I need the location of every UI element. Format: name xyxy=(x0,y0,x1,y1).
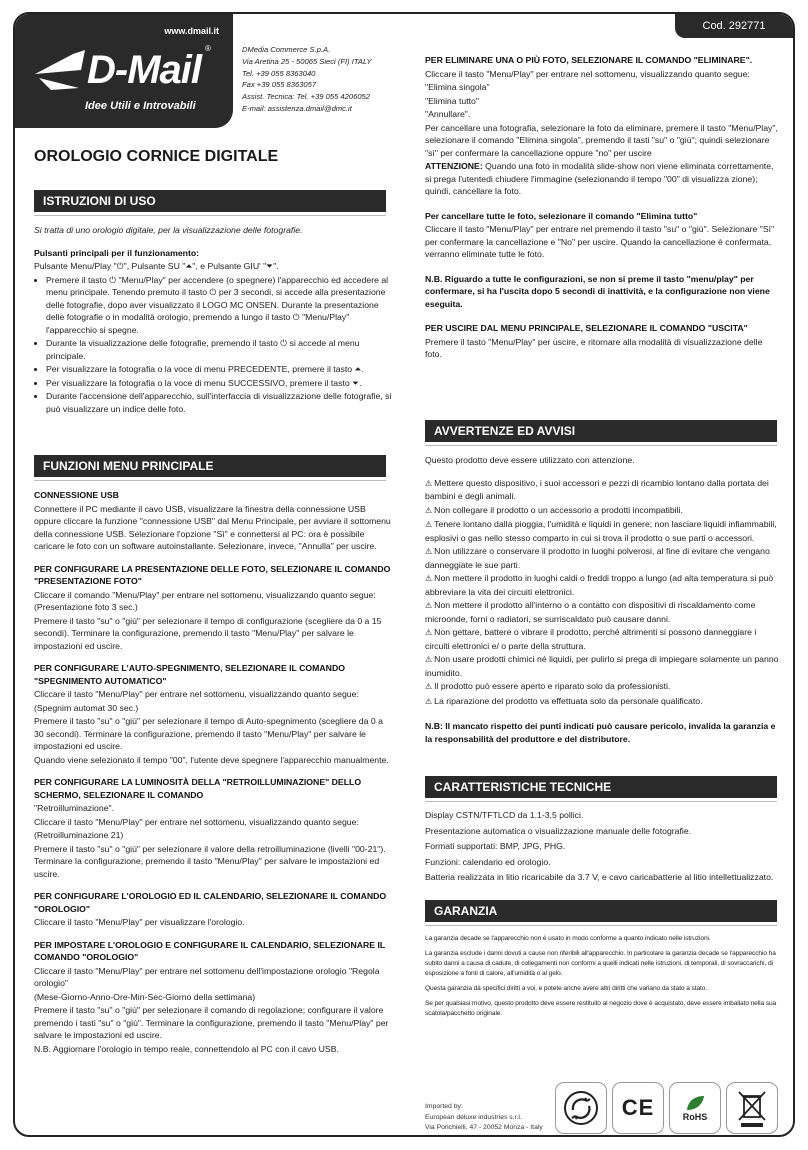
recycle-badge xyxy=(555,1082,607,1134)
list-item: • Per visualizzare la fotografia o la voce di menu SUCCESSIVO, premere il tasto ⏷. xyxy=(46,377,394,390)
warning-icon: ⚠ xyxy=(425,655,433,664)
istruzioni-body: Si tratta di uno orologio digitale, per la visualizzazione delle fotografie. Pulsanti principali per il funzionamento: Pulsante Menu/Play "⏻", Pulsante SU "⏶", e Pulsante GIU' "⏷". • Premere il tasto ⏻ "Menu/Play" per accendere (o spegnere) l'apparecchio ed accedere al menu principale. Tenendo premuto il tasto ⏻ per 3 secondi, si accede alla presentazione delle fotografie, dopo aver visualizzato il LOGO MC ONSEN. Durante la presentazione delle fotografie o in modalità orologio, premendo a lungo il tasto ⏻ "Menu/Play" l'apparecchio si spegne. • Durante la visualizzazione delle fotografie, premendo il tasto ⏻ si accede al menu principale. • Per visualizzare la fotografia o la voce di menu PRECEDENTE, premere il tasto ⏶. • Per visualizzare la fotografia o la voce di menu SUCCESSIVO, premere il tasto ⏷. • Durante l'accensione dell'apparecchio, sull'interfaccia di visualizzazione delle fotografie, si può visualizzare un indice delle foto. xyxy=(34,224,394,416)
list-item: ⚠ Non utilizzare o conservare il prodotto in luoghi polverosi, al fine di evitare che vengano danneggiate le sue parti. xyxy=(425,546,770,570)
list-item: • Durante la visualizzazione delle fotografie, premendo il tasto ⏻ si accede al menu principale. xyxy=(46,337,394,362)
product-code: Cod. 292771 xyxy=(675,14,793,38)
list-item: • Durante l'accensione dell'apparecchio, sull'interfaccia di visualizzazione delle fotografie, si può visualizzare un indice delle foto. xyxy=(46,390,394,415)
list-item: ⚠ Tenere lontano dalla pioggia, l'umidità e liquidi in genere; non lasciare liquidi infiammabili, esplosivi o gas nello stesso comparto in cui si trova il prodotto o sue parti o accessori. xyxy=(425,519,777,543)
logo-block xyxy=(15,14,233,128)
list-item: ⚠ Non mettere il prodotto in luoghi caldi o freddi troppo a lungo (ad alta temperatura si può abbreviare la vita dei circuiti elettronici. xyxy=(425,573,774,597)
list-item: ⚠ Non usare prodotti chimici né liquidi, per pulirlo si prega di impiegare solamente un panno inumidito. xyxy=(425,654,779,678)
eliminare-body: PER ELIMINARE UNA O PIÙ FOTO, SELEZIONARE IL COMANDO "ELIMINARE". Cliccare il tasto "Menu/Play" per entrare nel sottomenu, visualizzando quanto segue: "Elimina singola" "Elimina tutto" "Annullare". Per cancellare una fotografia, selezionare la foto da eliminare, premere il tasto "Menu/Play", selezionare il comando "Elimina singola", premendo il tasti "su" o "giù"; quindi selezionare "sì" per confermare la cancellazione oppure "no" per uscire ATTENZIONE: Quando una foto in modalità slide-show non viene eliminata correttamente, si prega l'utentedi chiudere l'immagine (selezionando il tempo "00" di visualizza zione); quindi, cancellare la foto. Per cancellare tutte le foto, selezionare il comando "Elimina tutto" Cliccare il tasto "Menu/Play" per entrare nel premendo il tasto "su" o "giù". Selezionare "Sì" per confermare la cancellazione e "No" per uscire. Quando la cancellazione è confermata, verranno eliminate tutte le foto. N.B. Riguardo a tutte le configurazioni, se non si preme il tasto "menu/play" per confermare, si ha l'uscita dopo 5 secondi di inattività, e la configurazione non viene eseguita. PER USCIRE DAL MENU PRINCIPALE, SELEZIONARE IL COMANDO "USCITA" Premere il tasto "Menu/Play" per uscire, e ritornare alla modalità di visualizzazione delle foto. xyxy=(425,55,778,359)
warning-icon: ⚠ xyxy=(425,682,433,691)
warning-icon: ⚠ xyxy=(425,547,433,556)
section-istruzioni-heading: ISTRUZIONI DI USO xyxy=(34,190,386,212)
logo-registered: ® xyxy=(205,44,211,53)
list-item: Formati supportati: BMP, JPG, PHG. xyxy=(425,841,566,851)
list-item: ⚠ La riparazione del prodotto va effettuata solo da personale qualificato. xyxy=(425,695,780,709)
leaf-icon xyxy=(684,1094,706,1112)
recycle-icon xyxy=(563,1090,599,1126)
list-item: • Per visualizzare la fotografia o la voce di menu PRECEDENTE, premere il tasto ⏶. xyxy=(46,363,394,376)
istruzioni-bullets xyxy=(34,274,394,416)
section-caratteristiche-heading: CARATTERISTICHE TECNICHE xyxy=(425,776,777,798)
page-frame xyxy=(13,12,795,1137)
logo-website: www.dmail.it xyxy=(164,26,219,36)
warning-icon: ⚠ xyxy=(425,601,433,610)
weee-badge xyxy=(726,1082,778,1134)
warning-icon: ⚠ xyxy=(425,574,433,583)
garanzia-body: La garanzia decade se l'apparecchio non è usato in modo conforme a quanto indicato nelle istruzioni. La garanzia esclude i danni dovuti a cause non riferibili all'apparecchio. In particolare la garanzia decade se l'apparecchio ha subito danni a causa di cadute, di collegamenti non conformi a quelli indicati nelle istruzioni, di temporali, di sovraccarichi, di esposizione a fonti di calore, all'umidità o al gelo. Questa garanzia dà specifici diritti a voi, e potete anche avere altri diritti che variano da stato a stato. Se per qualsiasi motivo, questo prodotto deve essere restituito al negozio dove è acquistato, deve essere imballato nella sua scatola/pacchetto originale. xyxy=(425,935,777,1017)
crossed-bin-icon xyxy=(735,1088,769,1128)
rohs-badge xyxy=(669,1082,721,1134)
page-title: OROLOGIO CORNICE DIGITALE xyxy=(34,148,279,165)
section-garanzia-heading: GARANZIA xyxy=(425,900,777,922)
funzioni-body: CONNESSIONE USB Connettere il PC mediante il cavo USB, visualizzare la finestra della connessione USB oppure cliccare la funzione "connessione USB" dal Menu Principale, per avviare il sottomenu della connessione USB. Selezionare l'opzione "Sì" e connettersi al PC: ora è possibile caricare le foto con un software autoinstallante. Selezionare, invece, "Annulla" per uscire. PER CONFIGURARE LA PRESENTAZIONE DELLE FOTO, SELEZIONARE IL COMANDO "PRESENTAZIONE FOTO" Cliccare il comando "Menu/Play" per entrare nel sottomenu, visualizzando quanto segue: (Presentazione foto 3 sec.) Premere il tasto "su" o "giù" per selezionare il tempo di configurazione (scegliere da 0 a 15 secondi). Terminare la configurazione, premendo il tasto "Menu/Play" per salvare le impostazioni ed uscire. PER CONFIGURARE L'AUTO-SPEGNIMENTO, SELEZIONARE IL COMANDO "SPEGNIMENTO AUTOMATICO" Cliccare il tasto "Menu/Play" per entrare nel sottomenu, visualizzando quanto segue: (Spegnim automat 30 sec.) Premere il tasto "su" o "giù" per selezionare il tempo di Auto-spegnimento (scegliere da 0 a 30 secondi). Terminare la configurazione, premendo il tasto "Menu/Play" per salvare le impostazioni ed uscire. Quando viene selezionato il tempo "00", l'utente deve spegnere l'apparecchio manualmente. PER CONFIGURARE LA LUMINOSITÀ DELLA "RETROILLUMINAZIONE" DELLO SCHERMO, SELEZIONARE IL COMANDO "Retroilluminazione". Cliccare il tasto "Menu/Play" per entrare nel sottomenu, visualizzando quanto segue: (Retroilluminazione 21) Premere il tasto "su" o "giù" per selezionare il valore della retroilluminazione (livelli "00-21"). Terminare la configurazione, premendo il tasto "Menu/Play" per salvare le impostazioni ed uscire. PER CONFIGURARE L'OROLOGIO ED IL CALENDARIO, SELEZIONARE IL COMANDO "OROLOGIO" Cliccare il tasto "Menu/Play" per visualizzare l'orologio. PER IMPOSTARE L'OROLOGIO E CONFIGURARE IL CALENDARIO, SELEZIONARE IL COMANDO "OROLOGIO" Cliccare il tasto "Menu/Play" per entrare nel sottomenu dell'impostazione orologio "Regola orologio" (Mese-Giorno-Anno-Ore-Min-Sec-Giorno della settimana) Premere il tasto "su" o "giù" per selezionare il comando di regolazione; configurare il valore premendo i tasti "su" o "giù". Terminare la configurazione, premendo il tasto "Menu/Play" per salvare le impostazioni ed uscire. N.B. Aggiornare l'orologio in tempo reale, connettendolo al PC con il cavo USB. xyxy=(34,490,391,1054)
list-item: Funzioni: calendario ed orologio. xyxy=(425,856,551,867)
list-item: Display CSTN/TFTLCD da 1.1-3,5 pollici. xyxy=(425,810,584,820)
warning-icon: ⚠ xyxy=(425,520,433,529)
list-item: ⚠ Non collegare il prodotto o un accessorio a prodotti incompatibili. xyxy=(425,504,780,518)
ce-mark-icon: CE xyxy=(621,1095,655,1120)
caratteristiche-body xyxy=(425,808,785,886)
list-item: • Premere il tasto ⏻ "Menu/Play" per accendere (o spegnere) l'apparecchio ed accedere al menu principale. Tenendo premuto il tasto ⏻ per 3 secondi, si accede alla presentazione delle fotografie, dopo aver visualizzato il LOGO MC ONSEN. Durante la presentazione delle fotografie o in modalità orologio, premendo a lungo il tasto ⏻ "Menu/Play" l'apparecchio si spegne. xyxy=(46,274,394,337)
warning-icon: ⚠ xyxy=(425,478,433,488)
list-item: ⚠ Mettere questo dispositivo, i suoi accessori e pezzi di ricambio lontano dalla portata dei bambini e degli animali. xyxy=(425,477,769,501)
warning-icon: ⚠ xyxy=(425,696,433,706)
list-item: Batteria realizzata in litio ricaricabile da 3.7 V, e cavo caricabatterie al litio intellettualizzato. xyxy=(425,872,774,882)
warning-icon: ⚠ xyxy=(425,505,433,515)
ce-badge xyxy=(612,1082,664,1134)
list-item: ⚠ Il prodotto può essere aperto e riparato solo da professionisti. xyxy=(425,680,780,694)
importer-info: Imported by: European deluxe industries s.r.l. Via Ponchielli, 47 - 20052 Monza - Italy xyxy=(425,1103,543,1131)
section-avvertenze-heading: AVVERTENZE ED AVVISI xyxy=(425,420,777,442)
list-item: ⚠ Non mettere il prodotto all'interno o a contatto con dispositivi di riscaldamento come microonde, forni o radiatori, se surriscaldato può causare danni. xyxy=(425,600,756,624)
company-info: DMedia Commerce S.p.A. Via Aretina 25 - 50065 Sieci (FI) ITALY Tel. +39 055 8363040 Fax +39 055 8363057 Assist. Tecnica: Tel. +39 055 4206052 E-mail: assistenza.dmail@dmc.it xyxy=(242,45,372,113)
list-item: Presentazione automatica o visualizzazione manuale delle fotografie. xyxy=(425,825,692,836)
warning-icon: ⚠ xyxy=(425,628,433,637)
rohs-label: RoHS xyxy=(682,1112,708,1122)
logo-tagline: Idee Utili e Introvabili xyxy=(85,100,196,112)
logo-wordmark: D-Mail xyxy=(87,48,201,92)
megaphone-logo-icon xyxy=(33,44,93,90)
avvertenze-body: Questo prodotto deve essere utilizzato con attenzione. ⚠ Mettere questo dispositivo, i suoi accessori e pezzi di ricambio lontano dalla portata dei bambini e degli animali. ⚠ Non collegare il prodotto o un accessorio a prodotti incompatibili. ⚠ Tenere lontano dalla pioggia, l'umidità e liquidi in genere; non lasciare liquidi infiammabili, esplosivi o gas nello stesso comparto in cui si trova il prodotto o sue parti o accessori. ⚠ Non utilizzare o conservare il prodotto in luoghi polverosi, al fine di evitare che vengano danneggiate le sue parti. ⚠ Non mettere il prodotto in luoghi caldi o freddi troppo a lungo (ad alta temperatura si può abbreviare la vita dei circuiti elettronici. ⚠ Non mettere il prodotto all'interno o a contatto con dispositivi di riscaldamento come microonde, forni o radiatori, se surriscaldato può causare danni. ⚠ Non gettare, battere o vibrare il prodotto, perché altrimenti si possono danneggiare i circuiti elettronici e/ o parte della struttura. ⚠ Non usare prodotti chimici né liquidi, per pulirlo si prega di impiegare solamente un panno inumidito. ⚠ Il prodotto può essere aperto e riparato solo da professionisti. ⚠ La riparazione del prodotto va effettuata solo da personale qualificato. N.B: Il mancato rispetto dei punti indicati può causare pericolo, invalida la garanzia e la responsabilità del produttore e del distributore. xyxy=(425,455,779,744)
section-funzioni-heading: FUNZIONI MENU PRINCIPALE xyxy=(34,455,386,477)
list-item: ⚠ Non gettare, battere o vibrare il prodotto, perché altrimenti si possono danneggiare i circuiti elettronici e/ o parte della struttura. xyxy=(425,627,757,651)
